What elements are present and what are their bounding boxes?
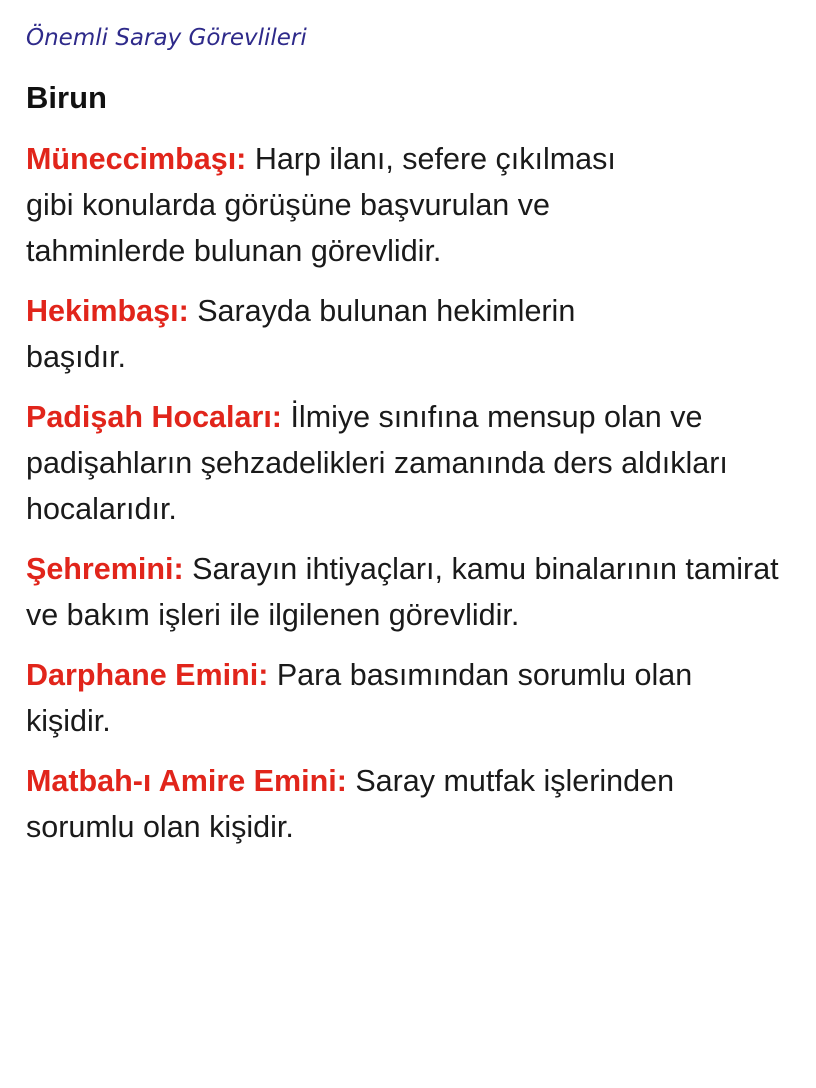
page-title: Önemli Saray Görevlileri <box>26 25 307 51</box>
entry-description: Saray mutfak işlerinden sorumlu olan kişidir. <box>26 764 675 844</box>
section-heading: Birun <box>26 80 107 115</box>
entry-muneccimbasi <box>26 136 666 274</box>
entry-term: Müneccimbaşı: <box>26 142 247 176</box>
entry-description: Para basımından sorumlu olan kişidir. <box>26 658 693 738</box>
entry-description: Sarayın ihtiyaçları, kamu binalarının tamirat ve bakım işleri ile ilgilenen görevlidir. <box>26 552 779 632</box>
document-page <box>26 22 796 864</box>
entry-term: Hekimbaşı: <box>26 294 189 328</box>
entry-term: Matbah-ı Amire Emini: <box>26 764 347 798</box>
entry-description: İlmiye sınıfına mensup olan ve padişahların şehzadelikleri zamanında ders aldıkları hocalarıdır. <box>26 400 728 526</box>
entry-term: Padişah Hocaları: <box>26 400 282 434</box>
entry-description: Sarayda bulunan hekimlerin başıdır. <box>26 294 576 374</box>
entry-description: Harp ilanı, sefere çıkılması gibi konularda görüşüne başvurulan ve tahminlerde bulunan görevlidir. <box>26 142 616 268</box>
entry-matbah-i-amire-emini <box>26 758 706 850</box>
entry-sehremini <box>26 546 796 638</box>
entry-hekimbasi <box>26 288 666 380</box>
entry-padisah-hocalari <box>26 394 796 532</box>
entry-darphane-emini <box>26 652 766 744</box>
entry-term: Şehremini: <box>26 552 184 586</box>
entry-term: Darphane Emini: <box>26 658 269 692</box>
